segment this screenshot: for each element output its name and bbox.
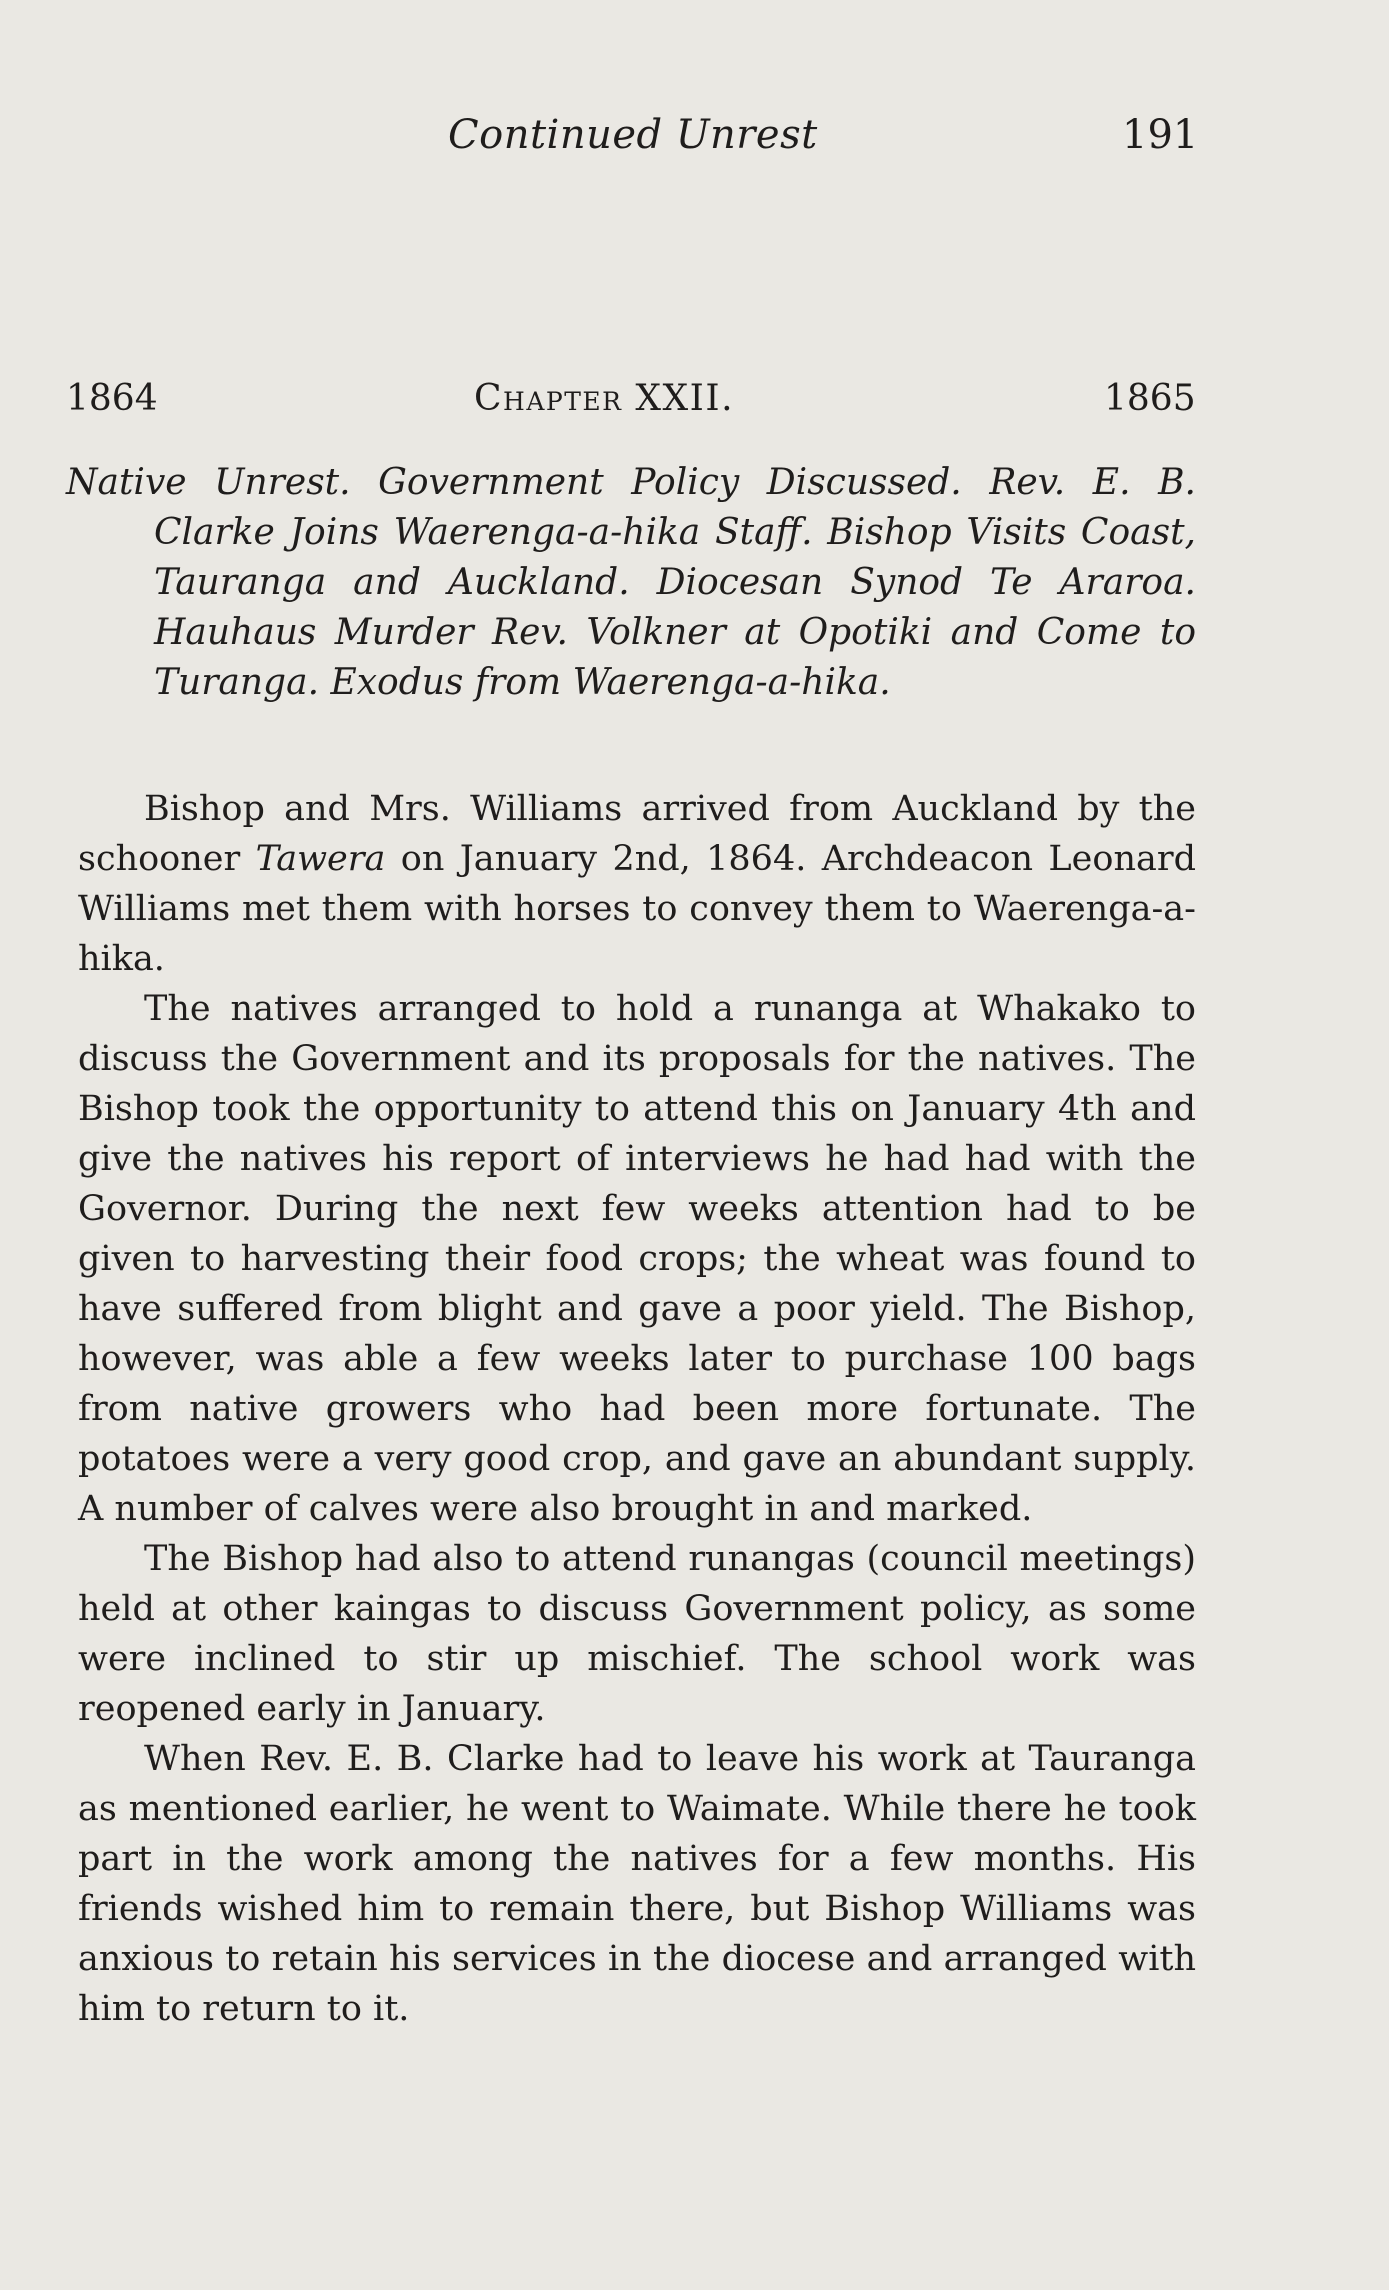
paragraph: The Bishop had also to attend runangas (council meetings) held at other kaingas to discuss Government policy, as some were inclined to stir up mischief. The school work was reopened early in January. — [78, 1539, 1196, 1729]
running-title: Continued Unrest — [448, 112, 818, 158]
paragraph — [78, 784, 1196, 984]
chapter-start-year: 1864 — [66, 378, 158, 419]
body-text — [78, 784, 1196, 2034]
ship-name: Tawera — [255, 839, 386, 879]
chapter-end-year: 1865 — [1104, 378, 1196, 419]
running-head — [0, 112, 1389, 172]
paragraph-text: Bishop and Mrs. Williams arrived from Auckland by the schooner — [78, 789, 1196, 879]
chapter-heading — [0, 378, 1389, 434]
paragraph: The natives arranged to hold a runanga at Whakako to discuss the Government and its proposals for the natives. The Bishop took the opportunity to attend this on January 4th and give the natives his report of interviews he had had with the Governor. During the next few weeks attention had to be given to harvesting their food crops; the wheat was found to have suffered from blight and gave a poor yield. The Bishop, however, was able a few weeks later to purchase 100 bags from native growers who had been more fortunate. The potatoes were a very good crop, and gave an abundant supply. A number of calves were also brought in and marked. — [78, 989, 1196, 1529]
paragraph: When Rev. E. B. Clarke had to leave his work at Tauranga as mentioned earlier, he went to Waimate. While there he took part in the work among the natives for a few months. His friends wished him to remain there, but Bishop Williams was anxious to retain his services in the diocese and arranged with him to return to it. — [78, 1739, 1196, 2029]
chapter-title: Chapter XXII. — [474, 378, 735, 419]
paragraph-text: on January 2nd, 1864. Archdeacon Leonard Williams met them with horses to convey them to Waerenga-a-hika. — [78, 839, 1196, 979]
page-number: 191 — [1122, 112, 1199, 158]
chapter-synopsis: Native Unrest. Government Policy Discussed. Rev. E. B. Clarke Joins Waerenga-a-hika Staff. Bishop Visits Coast, Tauranga and Auckland. Diocesan Synod Te Araroa. Hauhaus Murder Rev. Volkner at Opotiki and Come to Turanga. Exodus from Waerenga-a-hika. — [66, 462, 1196, 703]
